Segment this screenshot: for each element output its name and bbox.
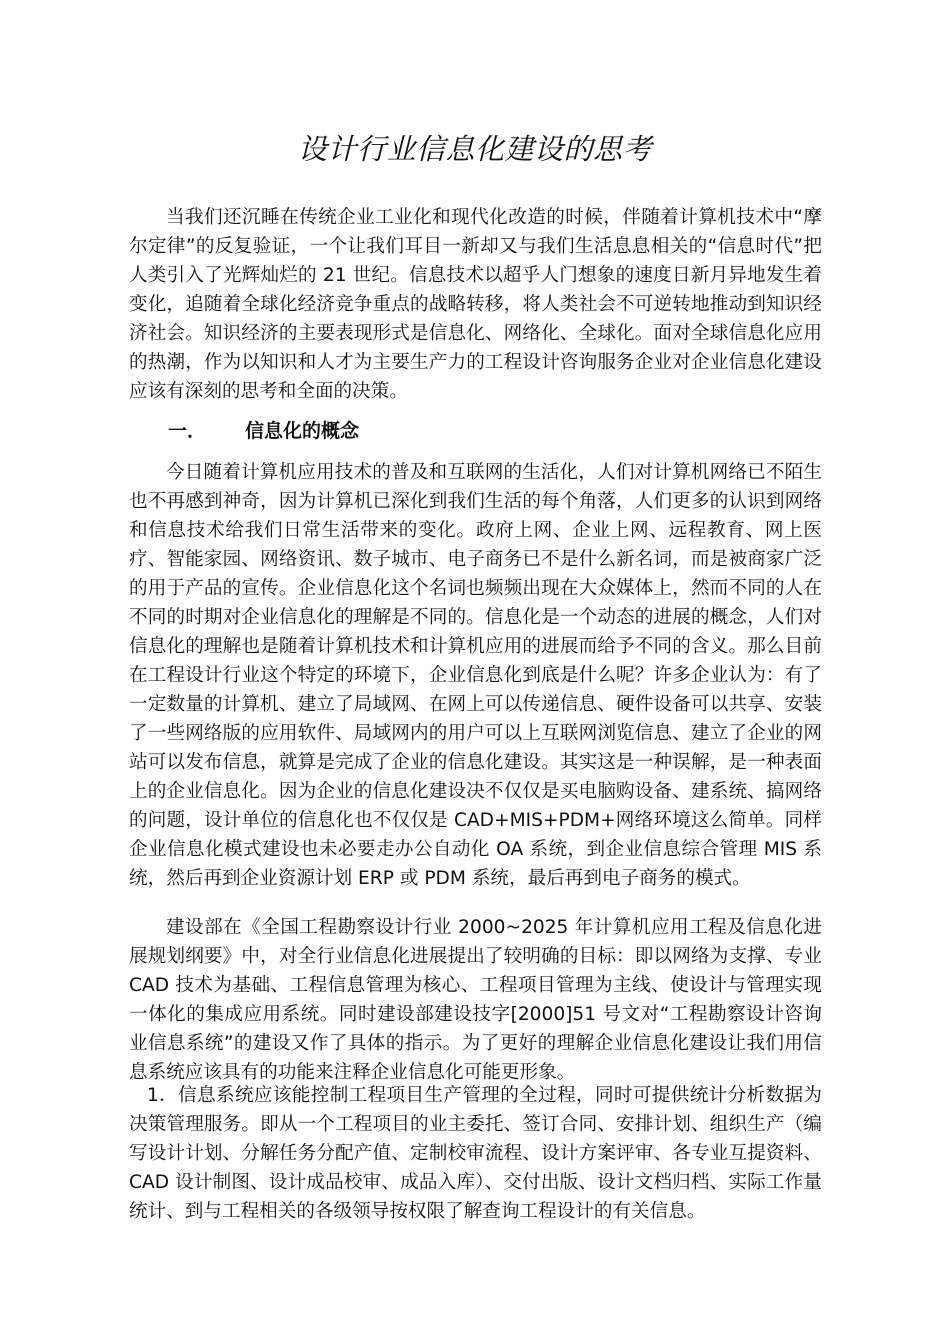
section-number: 一． — [168, 420, 207, 442]
intro-paragraph: 当我们还沉睡在传统企业工业化和现代化改造的时候，伴随着计算机技术中“摩尔定律”的反复验证，一个让我们耳目一新却又与我们生活息息相关的“信息时代”把人类引入了光辉灿烂的 21 世纪。信息技术以超乎人门想象的速度日新月异地发生着变化，追随着全球化经济竞争重点的战略转移，将人类社会不可逆转地推动到知识经济社会。知识经济的主要表现形式是信息化、网络化、全球化。面对全球信息化应用的热潮，作为以知识和人才为主要生产力的工程设计咨询服务企业对企业信息化建设应该有深刻的思考和全面的决策。 — [129, 207, 822, 402]
ministry-goals-paragraph: 建设部在《全国工程勘察设计行业 2000~2025 年计算机应用工程及信息化进展规划纲要》中，对全行业信息化进展提出了较明确的目标：即以网络为支撑、专业 CAD 技术为基础、工程信息管理为核心、工程项目管理为主线、使设计与管理实现一体化的集成应用系统。同时建设部建设技字[2000]51 号文对“工程勘察设计咨询业信息系统”的建设又作了具体的指示。为了更好的理解企业信息化建设让我们用信息系统应该具有的功能来注释企业信息化可能更形象。 — [129, 917, 822, 1083]
numbered-item-1: 1．信息系统应该能控制工程项目生产管理的全过程，同时可提供统计分析数据为决策管理服务。即从一个工程项目的业主委托、签订合同、安排计划、组织生产（编写设计计划、分解任务分配产值、定制校审流程、设计方案评审、各专业互提资料、CAD 设计制图、设计成品校审、成品入库）、交付出版、设计文档归档、实际工作量统计、到与工程相关的各级领导按权限了解查询工程设计的有关信息。 — [129, 1085, 822, 1222]
section-heading — [168, 416, 359, 443]
document-title: 设计行业信息化建设的思考 — [297, 132, 652, 166]
concept-paragraph: 今日随着计算机应用技术的普及和互联网的生活化，人们对计算机网络已不陌生也不再感到神奇，因为计算机已深化到我们生活的每个角落，人们更多的认识到网络和信息技术给我们日常生活带来的变化。政府上网、企业上网、远程教育、网上医疗、智能家园、网络资讯、数子城市、电子商务已不是什么新名词，而是被商家广泛的用于产品的宣传。企业信息化这个名词也频频出现在大众媒体上，然而不同的人在不同的时期对企业信息化的理解是不同的。信息化是一个动态的进展的概念，人们对信息化的理解也是随着计算机技术和计算机应用的进展而给予不同的含义。那么目前在工程设计行业这个特定的环境下，企业信息化到底是什么呢？许多企业认为：有了一定数量的计算机、建立了局域网、在网上可以传递信息、硬件设备可以共享、安装了一些网络版的应用软件、局域网内的用户可以上互联网浏览信息、建立了企业的网站可以发布信息，就算是完成了企业的信息化建设。其实这是一种误解，是一种表面上的企业信息化。因为企业的信息化建设决不仅仅是买电脑购设备、建系统、搞网络的问题，设计单位的信息化也不仅仅是 CAD+MIS+PDM+网络环境这么简单。同样企业信息化模式建设也未必要走办公自动化 OA 系统，到企业信息综合管理 MIS 系统，然后再到企业资源计划 ERP 或 PDM 系统，最后再到电子商务的模式。 — [129, 462, 822, 889]
section-heading-text: 信息化的概念 — [245, 420, 360, 442]
